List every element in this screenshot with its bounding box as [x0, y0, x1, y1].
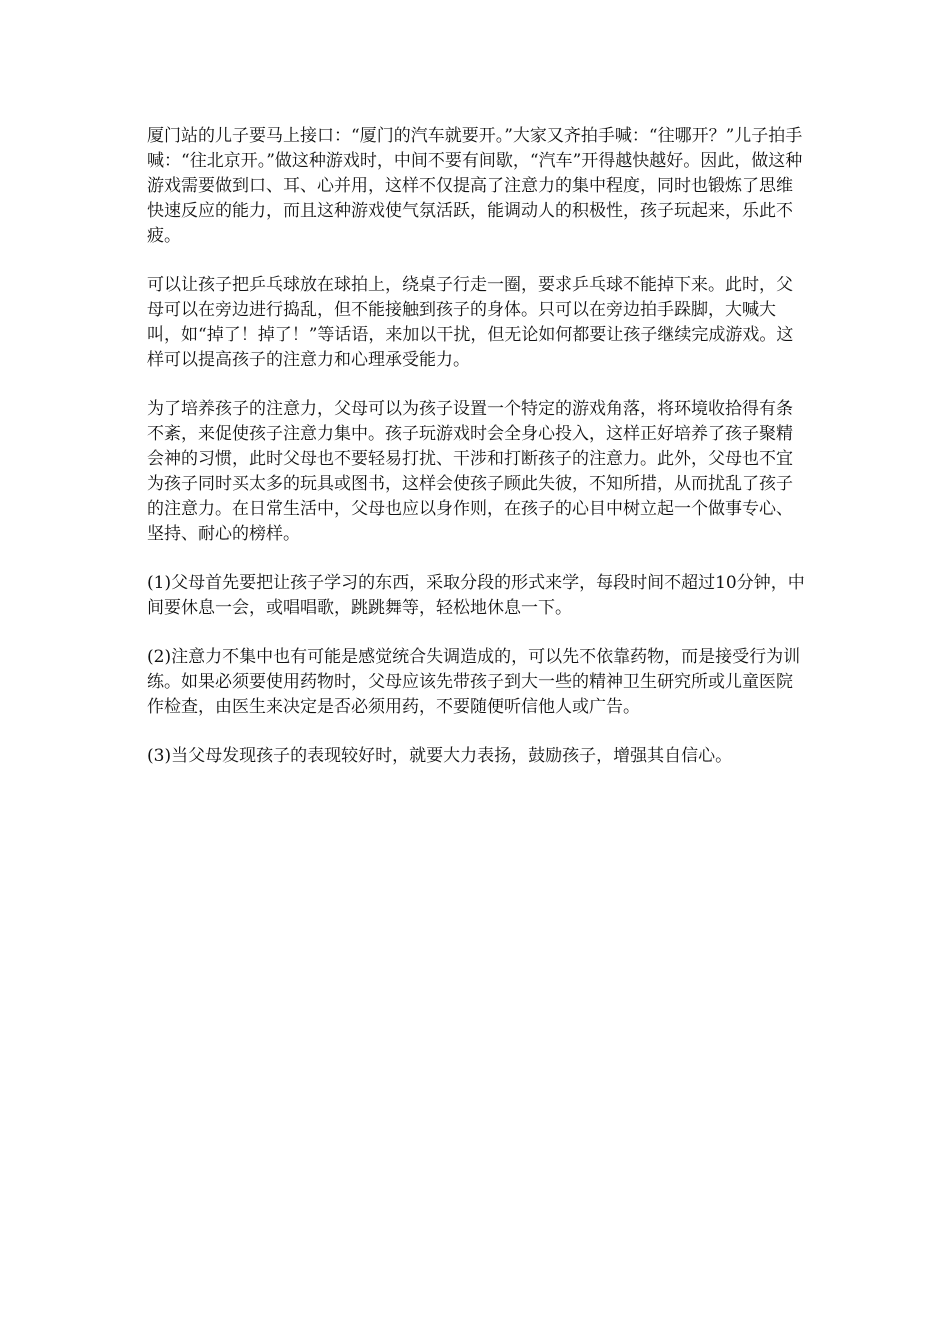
paragraph-game-train: 厦门站的儿子要马上接口：“厦门的汽车就要开。”大家又齐拍手喊：“往哪开？”儿子拍手喊：“往北京开。”做这种游戏时，中间不要有间歇，“汽车”开得越快越好。因此，做这种游戏需要做到口、耳、心并用，这样不仅提高了注意力的集中程度，同时也锻炼了思维快速反应的能力，而且这种游戏使气氛活跃，能调动人的积极性，孩子玩起来，乐此不疲。	[147, 126, 803, 246]
document-body	[147, 124, 807, 769]
paragraph-tip-2: (2)注意力不集中也有可能是感觉统合失调造成的，可以先不依靠药物，而是接受行为训练。如果必须要使用药物时，父母应该先带孩子到大一些的精神卫生研究所或儿童医院作检查，由医生来决定是否必须用药，不要随便听信他人或广告。	[147, 647, 801, 717]
paragraph-play-corner: 为了培养孩子的注意力，父母可以为孩子设置一个特定的游戏角落，将环境收拾得有条不紊，来促使孩子注意力集中。孩子玩游戏时会全身心投入，这样正好培养了孩子聚精会神的习惯，此时父母也不要轻易打扰、干涉和打断孩子的注意力。此外，父母也不宜为孩子同时买太多的玩具或图书，这样会使孩子顾此失彼，不知所措，从而扰乱了孩子的注意力。在日常生活中，父母也应以身作则，在孩子的心目中树立起一个做事专心、坚持、耐心的榜样。	[147, 399, 793, 544]
paragraph-ping-pong: 可以让孩子把乒乓球放在球拍上，绕桌子行走一圈，要求乒乓球不能掉下来。此时，父母可以在旁边进行捣乱，但不能接触到孩子的身体。只可以在旁边拍手跺脚，大喊大叫，如“掉了！掉了！”等话语，来加以干扰，但无论如何都要让孩子继续完成游戏。这样可以提高孩子的注意力和心理承受能力。	[147, 275, 794, 370]
paragraph-tip-1: (1)父母首先要把让孩子学习的东西，采取分段的形式来学，每段时间不超过10分钟，中间要休息一会，或唱唱歌，跳跳舞等，轻松地休息一下。	[147, 573, 805, 618]
paragraph-tip-3: (3)当父母发现孩子的表现较好时，就要大力表扬，鼓励孩子，增强其自信心。	[147, 746, 733, 766]
